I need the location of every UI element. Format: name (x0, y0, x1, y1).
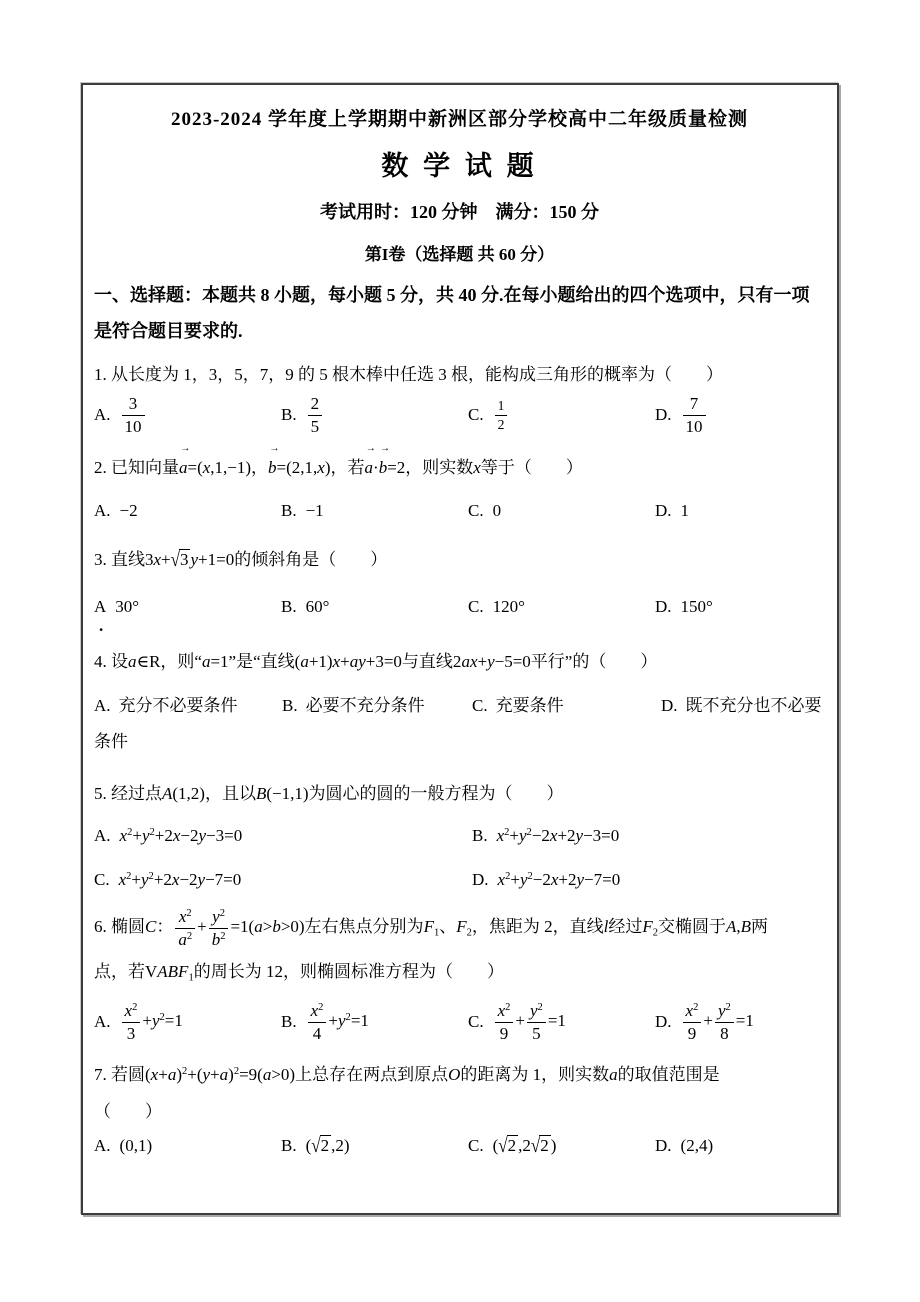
option-label: A. (94, 501, 111, 521)
option-label: A. (94, 1136, 111, 1156)
option-value: $x^2+y^2-2x+2y-7=0$ (497, 870, 621, 890)
option-a (94, 592, 281, 636)
question-1 (94, 360, 825, 436)
question-3-stem: 3. 直线3x+√3 y+1=0的倾斜角是（ ） (94, 548, 388, 571)
option-label: A. (94, 405, 111, 425)
exam-session-title: 2023-2024 学年度上学期期中新洲区部分学校高中二年级质量检测 (170, 109, 749, 130)
option-value: $\frac{3}{10}$ (120, 394, 147, 436)
option-b (281, 1131, 468, 1161)
exam-duration-score: 考试用时：120 分钟 满分：150 分 (320, 202, 599, 222)
option-value: (√2 ,2√2 ) (492, 1134, 557, 1157)
question-6 (94, 907, 825, 1043)
option-value: 1 (680, 501, 690, 521)
option-d (655, 1131, 713, 1161)
option-c (468, 496, 655, 526)
option-value: $x^2+y^2-2x+2y-3=0$ (496, 826, 620, 846)
option-value: $\frac{x^2}{9}$ + $\frac{y^2}{8}$ =1 (681, 1001, 754, 1043)
option-label: B. (472, 826, 488, 846)
option-value: $\frac{x^2}{4}$ $+y^2=1$ (306, 1001, 369, 1043)
option-value: 150° (680, 597, 713, 617)
option-label: B. (281, 1136, 297, 1156)
section-instructions-line1: 一、选择题：本题共 8 小题，每小题 5 分，共 40 分.在每小题给出的四个选项中，只有一项 (94, 285, 810, 305)
option-a (94, 821, 472, 851)
option-a (94, 1001, 281, 1043)
option-label: C. (468, 501, 484, 521)
option-b (281, 1001, 468, 1043)
option-d (655, 496, 689, 526)
option-label: C. (468, 1012, 484, 1032)
option-value: (0,1) (119, 1136, 153, 1156)
option-label: C. (468, 597, 484, 617)
option-value: 必要不充分条件 (305, 696, 425, 716)
option-a (94, 394, 281, 436)
option-c (468, 1131, 655, 1161)
option-label: B. (282, 696, 298, 716)
question-7-options (94, 1131, 825, 1161)
option-d (655, 592, 713, 622)
option-label: B. (281, 501, 297, 521)
option-a (94, 496, 281, 526)
stray-period: . (99, 616, 104, 636)
option-value: 充要条件 (495, 696, 564, 716)
option-label: A. (94, 1012, 111, 1032)
question-3-options (94, 592, 825, 636)
section-instructions-line2: 是符合题目要求的. (94, 321, 243, 341)
option-label: C. (94, 870, 110, 890)
option-c (468, 398, 655, 432)
exam-title: 数 学 试 题 (381, 151, 538, 181)
question-5-options-row1 (94, 821, 825, 851)
option-value: $\frac{1}{2}$ (493, 398, 510, 432)
option-label: D. (655, 405, 672, 425)
option-value: $x^2+y^2+2x-2y-3=0$ (119, 826, 243, 846)
question-6-stem-line2: 点，若$VABF_1$的周长为 12，则椭圆标准方程为（ ） (94, 962, 504, 984)
option-label: A. (94, 826, 111, 846)
option-b (282, 688, 472, 724)
option-value: (2,4) (680, 1136, 714, 1156)
option-label: D. (661, 696, 678, 716)
option-c (472, 688, 661, 724)
question-1-options (94, 394, 825, 436)
option-value: $\frac{7}{10}$ (681, 394, 708, 436)
question-1-stem: 1. 从长度为 1，3，5，7，9 的 5 根木棒中任选 3 根，能构成三角形的概率为（ ） (94, 365, 723, 384)
option-value: 既不充分也不必要条件 (94, 696, 822, 752)
question-6-options (94, 1001, 825, 1043)
question-6-stem-line1: 6. 椭圆C： $\frac{x^2}{a^2}$ + $\frac{y^2}{b^2}$ =1(a>b>0)左右焦点分别为$F_1$、$F_2$，焦距为 2，直线l经过$F_2$交椭圆于A,B两 (94, 907, 769, 949)
option-value: −1 (305, 501, 324, 521)
option-value: 30° (115, 597, 140, 617)
option-c (468, 592, 655, 622)
question-7 (94, 1060, 825, 1161)
question-2 (94, 443, 825, 526)
option-b (281, 592, 468, 622)
option-label: A (94, 597, 107, 617)
option-label: D. (655, 597, 672, 617)
option-label: D. (655, 1012, 672, 1032)
option-label: C. (468, 1136, 484, 1156)
question-4-stem: 4. 设a∈R，则“a=1”是“直线(a+1)x+ay+3=0与直线2ax+y−5=0平行”的（ ） (94, 652, 658, 672)
option-c (468, 1001, 655, 1043)
option-label: B. (281, 597, 297, 617)
option-label: A. (94, 696, 111, 716)
option-d (655, 394, 708, 436)
option-c (94, 865, 472, 895)
option-value: $\frac{x^2}{3}$ $+y^2=1$ (120, 1001, 183, 1043)
option-a (94, 688, 282, 724)
option-label: B. (281, 405, 297, 425)
option-value: 充分不必要条件 (118, 696, 238, 716)
option-d (655, 1001, 754, 1043)
option-value: 60° (305, 597, 330, 617)
question-2-stem: 2. 已知向量 → a=(x,1,−1)， → b=(2,1,x)，若 → a· → b=2，则实数x等于（ ） (94, 443, 583, 478)
option-value: 120° (492, 597, 525, 617)
option-b (472, 821, 619, 851)
question-7-stem-line1: 7. 若圆$(x+a)^2+(y+a)^2=9(a>0)$上总存在两点到原点O的距离为 1，则实数a的取值范围是 (94, 1065, 720, 1085)
option-label: C. (472, 696, 488, 716)
option-label: D. (655, 1136, 672, 1156)
question-4-options (94, 688, 825, 760)
question-5 (94, 779, 825, 895)
option-b (281, 394, 468, 436)
option-label: D. (472, 870, 489, 890)
option-label: D. (655, 501, 672, 521)
question-4 (94, 647, 825, 760)
question-5-options-row2 (94, 865, 825, 895)
page-border-frame (81, 83, 839, 1215)
option-value: 0 (492, 501, 502, 521)
question-3 (94, 545, 825, 636)
option-value: (√2 ,2) (305, 1134, 350, 1157)
question-2-options (94, 496, 825, 526)
option-value: $x^2+y^2+2x-2y-7=0$ (118, 870, 242, 890)
section-instructions (94, 277, 825, 349)
option-b (281, 496, 468, 526)
option-d (472, 865, 620, 895)
option-value: −2 (119, 501, 138, 521)
question-5-stem: 5. 经过点A(1,2)，且以B(−1,1)为圆心的圆的一般方程为（ ） (94, 784, 564, 804)
option-a (94, 1131, 281, 1161)
option-label: B. (281, 1012, 297, 1032)
option-value: $\frac{2}{5}$ (306, 394, 325, 436)
question-7-stem-line2: （ ） (94, 1102, 162, 1122)
option-value: $\frac{x^2}{9}$ + $\frac{y^2}{5}$ =1 (493, 1001, 566, 1043)
part-one-heading: 第I卷（选择题 共 60 分） (364, 245, 555, 264)
option-label: C. (468, 405, 484, 425)
